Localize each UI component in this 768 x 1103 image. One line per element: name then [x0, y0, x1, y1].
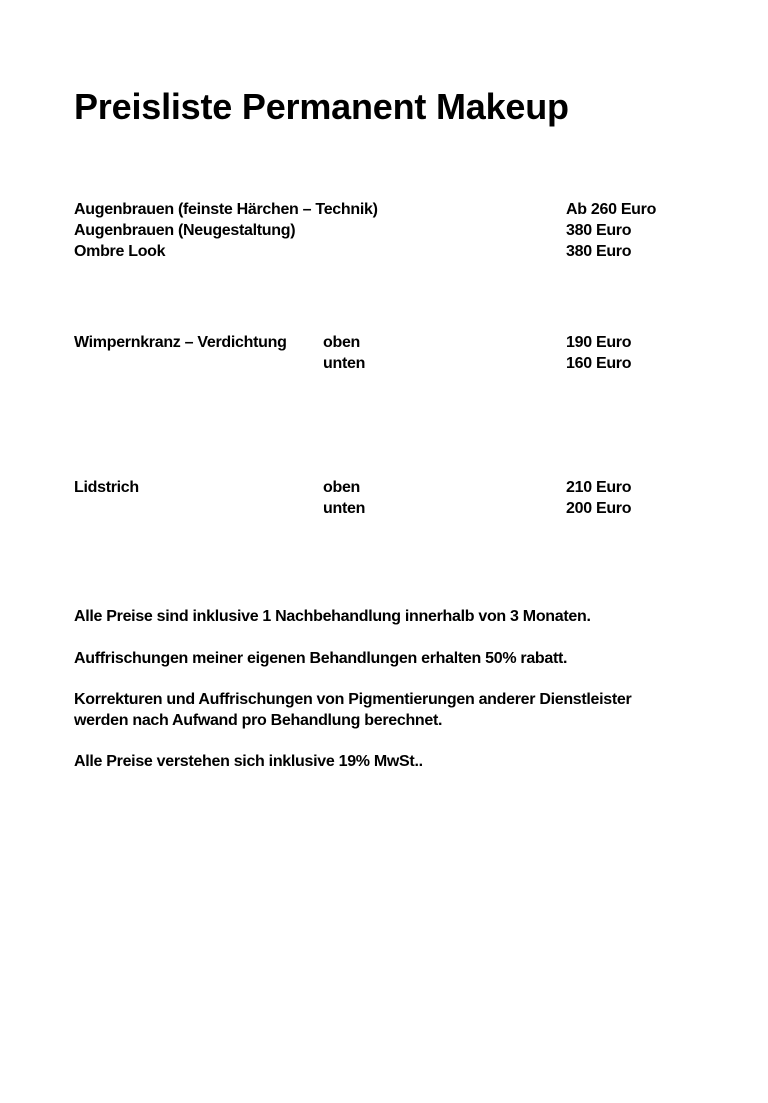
- item-price: 210 Euro: [566, 479, 632, 496]
- item-label: Augenbrauen (feinste Härchen – Technik): [74, 201, 378, 218]
- note-korrekturen-line2: werden nach Aufwand pro Behandlung berechnet.: [74, 712, 443, 729]
- item-position: oben: [323, 334, 361, 351]
- price-row-lidstrich-unten: [0, 498, 768, 519]
- price-row-lidstrich-oben: [0, 477, 768, 498]
- item-position: unten: [323, 500, 366, 517]
- price-row-augenbrauen-haerchen: [0, 199, 768, 220]
- item-price: 380 Euro: [566, 243, 632, 260]
- page-title: Preisliste Permanent Makeup: [74, 86, 569, 127]
- price-row-wimpernkranz-unten: [0, 353, 768, 374]
- item-label: Wimpernkranz – Verdichtung: [74, 334, 287, 351]
- item-price: 200 Euro: [566, 500, 632, 517]
- item-position: unten: [323, 355, 366, 372]
- item-label: Augenbrauen (Neugestaltung): [74, 222, 296, 239]
- item-price: 160 Euro: [566, 355, 632, 372]
- price-row-augenbrauen-neugestaltung: [0, 220, 768, 241]
- note-auffrischungen: Auffrischungen meiner eigenen Behandlungen erhalten 50% rabatt.: [74, 650, 568, 667]
- item-price: 380 Euro: [566, 222, 632, 239]
- item-position: oben: [323, 479, 361, 496]
- price-row-wimpernkranz-oben: [0, 332, 768, 353]
- item-label: Ombre Look: [74, 243, 166, 260]
- item-price: 190 Euro: [566, 334, 632, 351]
- note-korrekturen-line1: Korrekturen und Auffrischungen von Pigmentierungen anderer Dienstleister: [74, 691, 632, 708]
- item-price: Ab 260 Euro: [566, 201, 657, 218]
- note-mwst: Alle Preise verstehen sich inklusive 19% MwSt..: [74, 753, 423, 770]
- item-label: Lidstrich: [74, 479, 139, 496]
- note-nachbehandlung: Alle Preise sind inklusive 1 Nachbehandlung innerhalb von 3 Monaten.: [74, 608, 591, 625]
- price-row-ombre-look: [0, 241, 768, 262]
